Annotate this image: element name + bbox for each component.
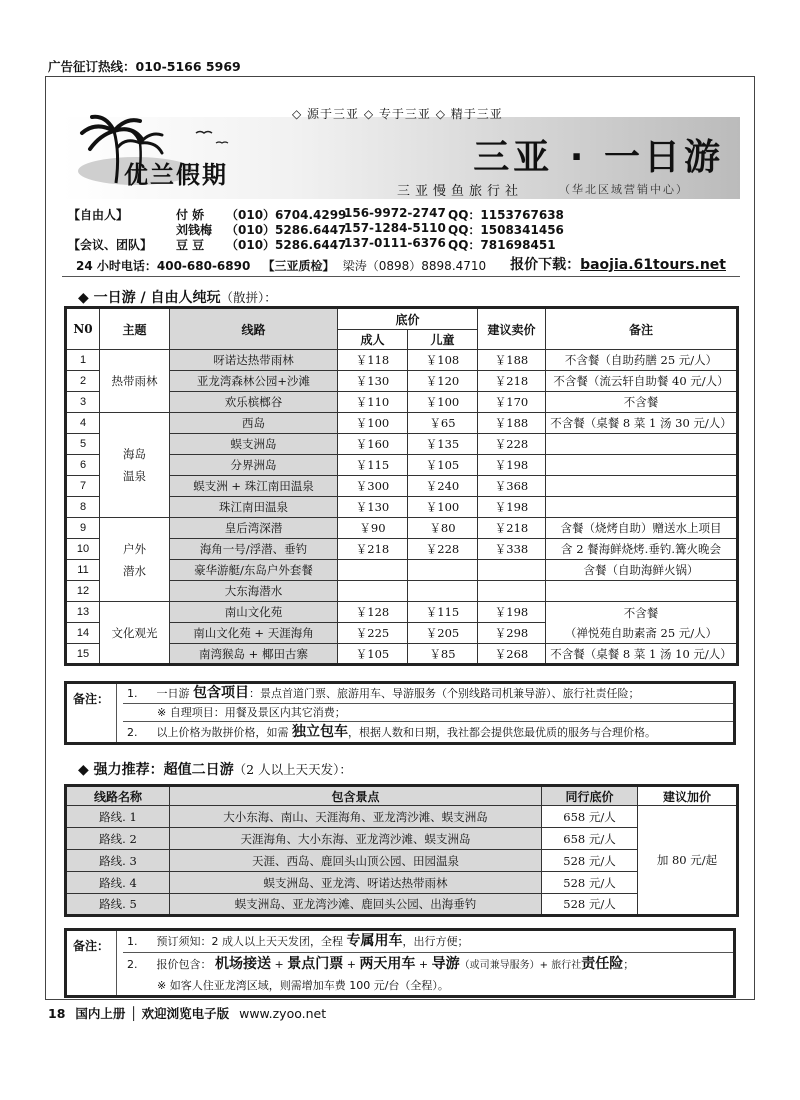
row-suggest-price: ￥198 bbox=[478, 455, 546, 476]
row-peer-price: 528 元/人 bbox=[542, 894, 638, 916]
quality-label: 【三亚质检】 bbox=[262, 259, 335, 273]
row-number: 15 bbox=[66, 644, 100, 665]
header-spots: 包含景点 bbox=[170, 786, 542, 806]
row-route: 蜈支洲 + 珠江南田温泉 bbox=[170, 476, 338, 497]
row-adult-price bbox=[338, 560, 408, 581]
row-route: 南山文化苑 bbox=[170, 602, 338, 623]
contact-qq: QQ：1153767638 bbox=[448, 208, 564, 222]
header bbox=[62, 103, 740, 278]
row-remark bbox=[546, 497, 738, 518]
contact-qq: QQ：1508341456 bbox=[448, 223, 564, 237]
hotline-24h-label: 24 小时电话：400-680-6890 bbox=[76, 259, 251, 273]
row-route: 西岛 bbox=[170, 413, 338, 434]
note-emphasis: 包含项目 bbox=[193, 685, 249, 701]
row-adult-price bbox=[338, 581, 408, 602]
table-row bbox=[66, 894, 738, 916]
header-suggest: 建议卖价 bbox=[478, 308, 546, 350]
quality-value: 梁涛（0898）8898.4710 bbox=[342, 259, 487, 273]
row-number: 14 bbox=[66, 623, 100, 644]
table-row bbox=[66, 413, 738, 434]
row-suggest-price: ￥338 bbox=[478, 539, 546, 560]
row-theme: 热带雨林 bbox=[100, 350, 170, 413]
row-route-name: 路线. 1 bbox=[66, 806, 170, 828]
contact-name: 付 娇 bbox=[176, 208, 205, 222]
note-text: ，根据人数和日期，我社都会提供您最优质的服务与合理价格。 bbox=[348, 726, 656, 739]
row-spots: 蜈支洲岛、亚龙湾、呀诺达热带雨林 bbox=[170, 872, 542, 894]
row-adult-price: ￥118 bbox=[338, 350, 408, 371]
row-theme: 海岛 温泉 bbox=[100, 413, 170, 518]
contact-qq: QQ：781698451 bbox=[448, 238, 556, 252]
note-text: ：景点首道门票、旅游用车、导游服务（个别线路司机兼导游）、旅行社责任险； bbox=[249, 687, 640, 700]
table-row bbox=[66, 350, 738, 371]
contact-label: 【自由人】 bbox=[68, 208, 129, 222]
note-row bbox=[123, 722, 733, 742]
row-number: 12 bbox=[66, 581, 100, 602]
note-text: 预订须知：2 成人以上天天发团，全程 bbox=[156, 935, 343, 948]
row-route-name: 路线. 2 bbox=[66, 828, 170, 850]
row-number: 9 bbox=[66, 518, 100, 539]
row-route-name: 路线. 5 bbox=[66, 894, 170, 916]
row-suggest-price: ￥218 bbox=[478, 371, 546, 392]
row-child-price bbox=[408, 560, 478, 581]
row-suggest-price: ￥170 bbox=[478, 392, 546, 413]
header-no: N0 bbox=[66, 308, 100, 350]
divider bbox=[62, 276, 740, 277]
notes-box-2 bbox=[64, 928, 736, 998]
row-number: 11 bbox=[66, 560, 100, 581]
note-number: 1. bbox=[127, 687, 138, 700]
row-child-price: ￥80 bbox=[408, 518, 478, 539]
row-route: 南湾猴岛 + 椰田古寨 bbox=[170, 644, 338, 665]
row-adult-price: ￥130 bbox=[338, 371, 408, 392]
note-row bbox=[123, 953, 733, 977]
row-route: 海角一号/浮潜、垂钓 bbox=[170, 539, 338, 560]
row-number: 2 bbox=[66, 371, 100, 392]
row-remark bbox=[546, 455, 738, 476]
section-title-sub: （散拼）： bbox=[220, 290, 277, 305]
row-number: 13 bbox=[66, 602, 100, 623]
note-text: 报价包含： bbox=[156, 958, 212, 971]
table-row bbox=[66, 518, 738, 539]
row-spots: 天涯海角、大小东海、亚龙湾沙滩、蜈支洲岛 bbox=[170, 828, 542, 850]
row-route: 大东海潜水 bbox=[170, 581, 338, 602]
contact-mobile: 157-1284-5110 bbox=[344, 221, 446, 235]
header-peer-price: 同行底价 bbox=[542, 786, 638, 806]
row-number: 1 bbox=[66, 350, 100, 371]
note-number: 2. bbox=[127, 958, 138, 971]
row-child-price: ￥120 bbox=[408, 371, 478, 392]
contact-mobile: 137-0111-6376 bbox=[344, 236, 446, 250]
note-emphasis: 导游 bbox=[431, 956, 460, 972]
row-child-price: ￥205 bbox=[408, 623, 478, 644]
note-subtext: ※ 自理项目：用餐及景区内其它消费； bbox=[157, 706, 346, 719]
row-suggest-price: ￥188 bbox=[478, 350, 546, 371]
row-adult-price: ￥90 bbox=[338, 518, 408, 539]
ad-hotline: 广告征订热线：010-5166 5969 bbox=[48, 59, 241, 74]
row-child-price: ￥65 bbox=[408, 413, 478, 434]
row-suggest-price bbox=[478, 560, 546, 581]
note-emphasis: 两天用车 bbox=[359, 956, 416, 972]
row-child-price: ￥240 bbox=[408, 476, 478, 497]
header-adult: 成人 bbox=[338, 330, 408, 350]
note-text: 一日游 bbox=[156, 687, 190, 700]
header-route: 线路 bbox=[170, 308, 338, 350]
row-peer-price: 658 元/人 bbox=[542, 806, 638, 828]
notes-label: 备注： bbox=[67, 684, 117, 742]
two-day-table bbox=[64, 784, 739, 917]
row-remark: 不含餐（自助药膳 25 元/人） bbox=[546, 350, 738, 371]
row-remark bbox=[546, 434, 738, 455]
row-remark: 含餐（自助海鲜火锅） bbox=[546, 560, 738, 581]
row-adult-price: ￥115 bbox=[338, 455, 408, 476]
row-child-price: ￥105 bbox=[408, 455, 478, 476]
contact-phone: （010）6704.4299 bbox=[226, 208, 347, 222]
contact-phone: （010）5286.6447 bbox=[226, 238, 347, 252]
section-title-text: ◆ 强力推荐：超值二日游 bbox=[78, 762, 234, 778]
row-child-price: ￥135 bbox=[408, 434, 478, 455]
note-subtext: ※ 如客人住亚龙湾区域，则需增加车费 100 元/台（全程）。 bbox=[157, 979, 449, 992]
row-adult-price: ￥100 bbox=[338, 413, 408, 434]
table-row bbox=[66, 806, 738, 828]
row-suggest-price: ￥298 bbox=[478, 623, 546, 644]
note-text: （或司兼导服务）+ 旅行社 bbox=[459, 960, 582, 971]
quote-label: 报价下载： bbox=[510, 257, 581, 273]
row-number: 4 bbox=[66, 413, 100, 434]
row-child-price: ￥108 bbox=[408, 350, 478, 371]
row-remark: 含餐（烧烤自助）赠送水上项目 bbox=[546, 518, 738, 539]
row-number: 8 bbox=[66, 497, 100, 518]
row-suggest-price: ￥368 bbox=[478, 476, 546, 497]
row-suggest-price: ￥198 bbox=[478, 497, 546, 518]
contact-name: 豆 豆 bbox=[176, 238, 205, 252]
row-adult-price: ￥105 bbox=[338, 644, 408, 665]
contact-label: 【会议、团队】 bbox=[68, 238, 153, 252]
section-title-text: ◆ 一日游 / 自由人纯玩 bbox=[78, 290, 221, 306]
table-row bbox=[66, 872, 738, 894]
row-suggest-price: ￥228 bbox=[478, 434, 546, 455]
row-adult-price: ￥225 bbox=[338, 623, 408, 644]
row-suggest-price: ￥268 bbox=[478, 644, 546, 665]
row-remark bbox=[546, 476, 738, 497]
row-number: 6 bbox=[66, 455, 100, 476]
row-adult-price: ￥300 bbox=[338, 476, 408, 497]
header-child: 儿童 bbox=[408, 330, 478, 350]
row-adult-price: ￥218 bbox=[338, 539, 408, 560]
row-adult-price: ￥160 bbox=[338, 434, 408, 455]
table-row bbox=[66, 850, 738, 872]
row-suggest-price bbox=[478, 581, 546, 602]
table-row bbox=[66, 828, 738, 850]
row-route: 南山文化苑 + 天涯海角 bbox=[170, 623, 338, 644]
footer-text: 国内上册 │ 欢迎浏览电子版 bbox=[75, 1006, 230, 1021]
row-remark: 不含餐（流云轩自助餐 40 元/人） bbox=[546, 371, 738, 392]
row-theme: 文化观光 bbox=[100, 602, 170, 665]
row-child-price bbox=[408, 581, 478, 602]
row-number: 7 bbox=[66, 476, 100, 497]
note-text: + bbox=[415, 958, 432, 971]
row-adult-price: ￥128 bbox=[338, 602, 408, 623]
row-route: 珠江南田温泉 bbox=[170, 497, 338, 518]
row-peer-price: 528 元/人 bbox=[542, 872, 638, 894]
table-row bbox=[66, 602, 738, 623]
contact-name: 刘钱梅 bbox=[176, 223, 213, 237]
note-text: ，出行方便； bbox=[402, 935, 469, 948]
notes-box-1 bbox=[64, 681, 736, 745]
row-remark: 不含餐 （禅悦苑自助素斋 25 元/人） bbox=[546, 602, 738, 644]
note-row bbox=[123, 977, 733, 995]
day-tour-table bbox=[64, 306, 739, 666]
row-route-name: 路线. 4 bbox=[66, 872, 170, 894]
row-route-name: 路线. 3 bbox=[66, 850, 170, 872]
row-number: 3 bbox=[66, 392, 100, 413]
row-spots: 蜈支洲岛、亚龙湾沙滩、鹿回头公园、出海垂钓 bbox=[170, 894, 542, 916]
logo-text: 优兰假期 bbox=[124, 161, 228, 189]
note-row bbox=[123, 931, 733, 953]
note-text: 以上价格为散拼价格，如需 bbox=[156, 726, 289, 739]
row-remark bbox=[546, 581, 738, 602]
row-spots: 大小东海、南山、天涯海角、亚龙湾沙滩、蜈支洲岛 bbox=[170, 806, 542, 828]
note-text: + bbox=[343, 958, 360, 971]
header-remark: 备注 bbox=[546, 308, 738, 350]
row-child-price: ￥115 bbox=[408, 602, 478, 623]
row-route: 分界洲岛 bbox=[170, 455, 338, 476]
row-remark: 不含餐（桌餐 8 菜 1 汤 30 元/人） bbox=[546, 413, 738, 434]
note-emphasis: 责任险 bbox=[581, 956, 624, 972]
row-peer-price: 658 元/人 bbox=[542, 828, 638, 850]
agency-sub: （华北区域营销中心） bbox=[559, 183, 689, 196]
section-title-day-tour bbox=[78, 287, 277, 307]
page-title: 三亚 · 一日游 bbox=[473, 137, 724, 178]
row-route: 豪华游艇/东岛户外套餐 bbox=[170, 560, 338, 581]
row-theme: 户外 潜水 bbox=[100, 518, 170, 602]
header-route-name: 线路名称 bbox=[66, 786, 170, 806]
row-child-price: ￥100 bbox=[408, 392, 478, 413]
note-text: + bbox=[271, 958, 288, 971]
row-suggest-price: ￥188 bbox=[478, 413, 546, 434]
note-emphasis: 独立包车 bbox=[292, 724, 348, 740]
row-route: 皇后湾深潜 bbox=[170, 518, 338, 539]
row-route: 蜈支洲岛 bbox=[170, 434, 338, 455]
row-remark: 含 2 餐海鲜烧烤.垂钓.篝火晚会 bbox=[546, 539, 738, 560]
row-child-price: ￥85 bbox=[408, 644, 478, 665]
row-suggest-price: ￥198 bbox=[478, 602, 546, 623]
note-text: ； bbox=[623, 958, 635, 971]
note-emphasis: 景点门票 bbox=[287, 956, 344, 972]
header-price: 底价 bbox=[338, 308, 478, 330]
header-add-price: 建议加价 bbox=[638, 786, 738, 806]
row-number: 10 bbox=[66, 539, 100, 560]
section-title-two-day bbox=[78, 759, 352, 779]
note-emphasis: 机场接送 bbox=[215, 956, 271, 972]
row-remark: 不含餐 bbox=[546, 392, 738, 413]
row-peer-price: 528 元/人 bbox=[542, 850, 638, 872]
page-number: 18 bbox=[48, 1006, 66, 1021]
row-child-price: ￥100 bbox=[408, 497, 478, 518]
footer-url-link[interactable]: www.zyoo.net bbox=[239, 1006, 327, 1021]
footer bbox=[48, 1004, 326, 1022]
hotline-24h bbox=[76, 257, 486, 274]
row-spots: 天涯、西岛、鹿回头山顶公园、田园温泉 bbox=[170, 850, 542, 872]
row-remark: 不含餐（桌餐 8 菜 1 汤 10 元/人） bbox=[546, 644, 738, 665]
row-add-price: 加 80 元/起 bbox=[638, 806, 738, 916]
note-number: 2. bbox=[127, 726, 138, 739]
contact-mobile: 156-9972-2747 bbox=[344, 206, 446, 220]
note-row bbox=[123, 684, 733, 704]
row-number: 5 bbox=[66, 434, 100, 455]
note-row bbox=[123, 704, 733, 722]
row-child-price: ￥228 bbox=[408, 539, 478, 560]
section-title-sub: （2 人以上天天发）： bbox=[233, 762, 352, 777]
header-theme: 主题 bbox=[100, 308, 170, 350]
row-route: 亚龙湾森林公园+沙滩 bbox=[170, 371, 338, 392]
row-adult-price: ￥110 bbox=[338, 392, 408, 413]
row-suggest-price: ￥218 bbox=[478, 518, 546, 539]
notes-label: 备注： bbox=[67, 931, 117, 995]
note-emphasis: 专属用车 bbox=[346, 933, 403, 949]
note-number: 1. bbox=[127, 935, 138, 948]
row-route: 呀诺达热带雨林 bbox=[170, 350, 338, 371]
row-route: 欢乐槟榔谷 bbox=[170, 392, 338, 413]
taglines: ◇ 源于三亚 ◇ 专于三亚 ◇ 精于三亚 bbox=[292, 107, 503, 121]
row-adult-price: ￥130 bbox=[338, 497, 408, 518]
agency-name: 三亚慢鱼旅行社 bbox=[397, 184, 524, 199]
quote-download bbox=[510, 254, 726, 274]
quote-url-link[interactable]: baojia.61tours.net bbox=[580, 257, 726, 273]
contact-phone: （010）5286.6447 bbox=[226, 223, 347, 237]
